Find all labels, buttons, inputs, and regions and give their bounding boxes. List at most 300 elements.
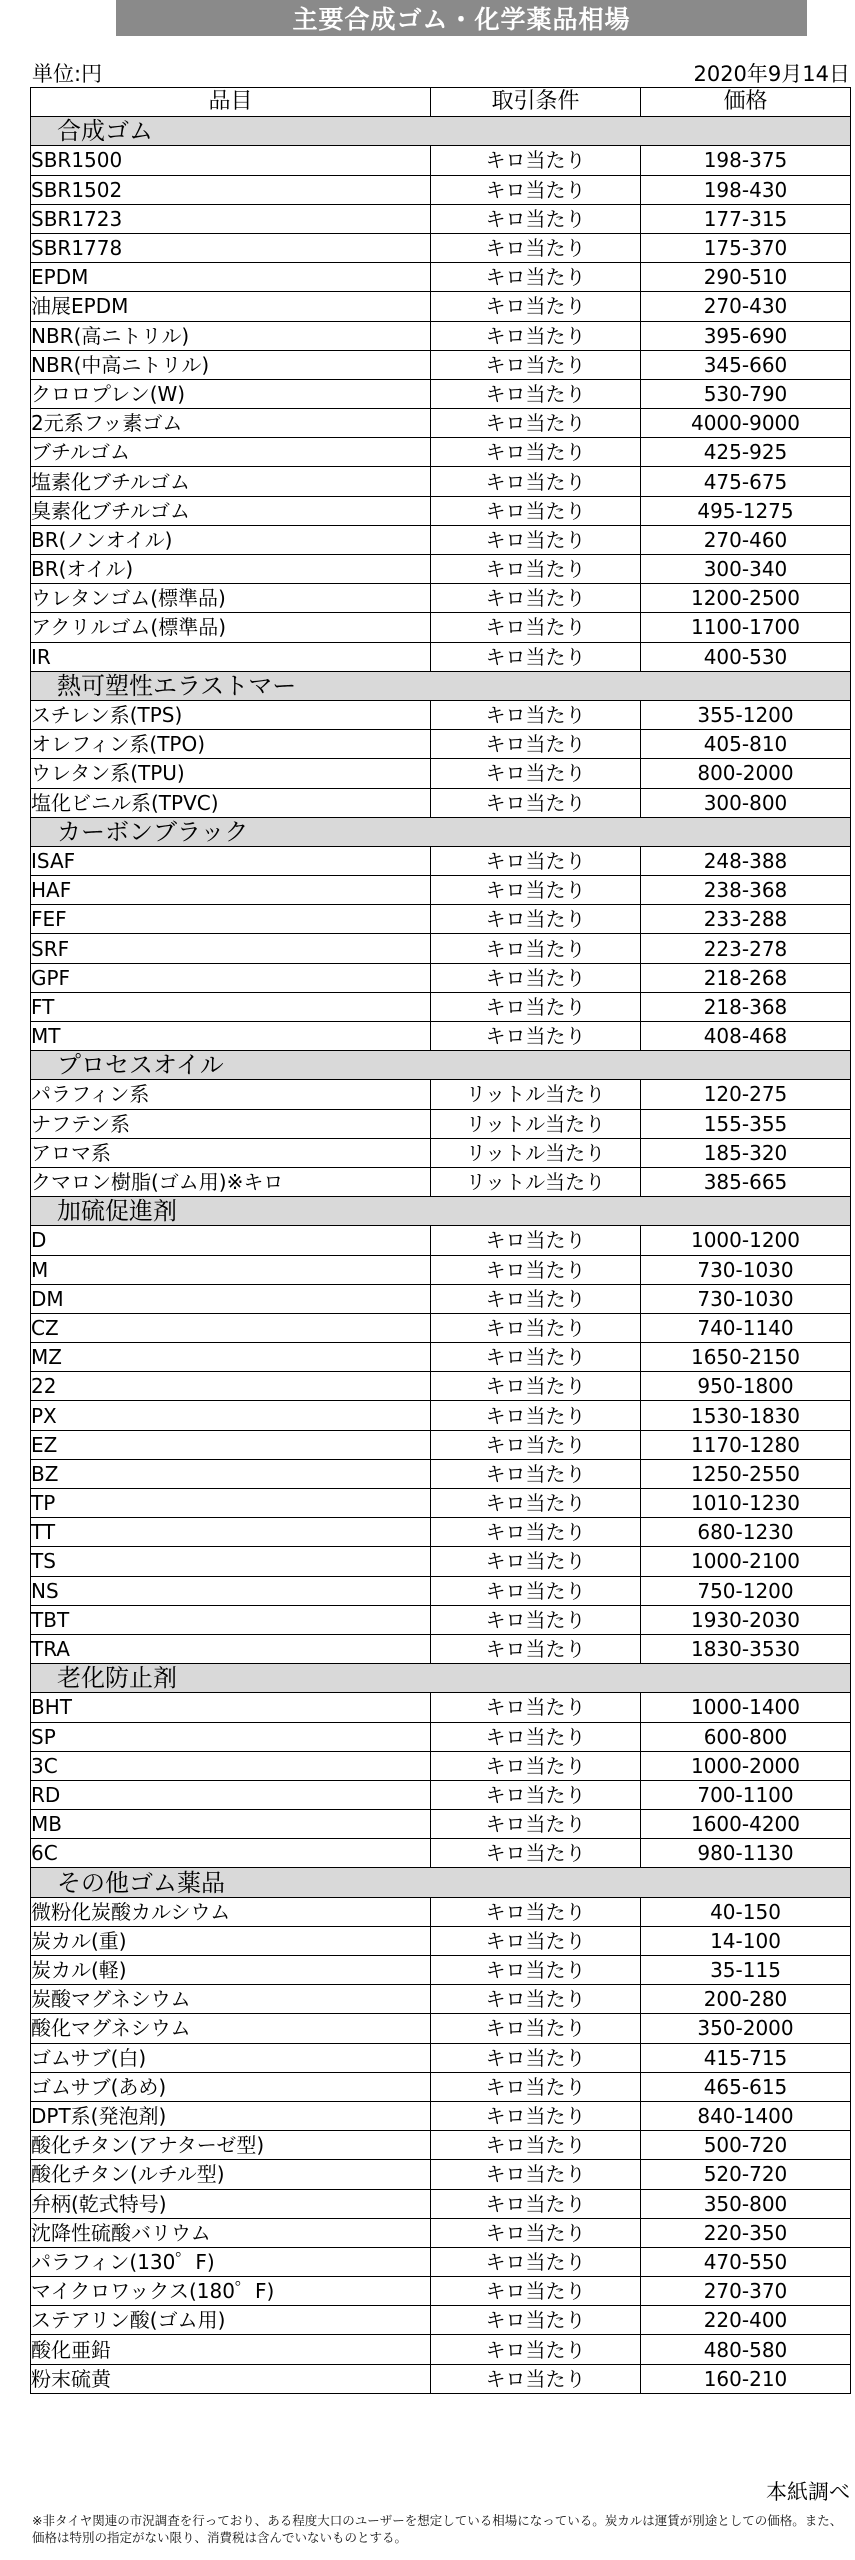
condition-cell: キロ当たり (431, 525, 641, 554)
item-cell: 酸化マグネシウム (31, 2014, 431, 2043)
condition-cell: キロ当たり (431, 730, 641, 759)
price-cell: 395-690 (641, 321, 851, 350)
condition-cell: リットル当たり (431, 1080, 641, 1109)
table-row (31, 1605, 851, 1634)
price-cell: 175-370 (641, 233, 851, 262)
price-cell: 233-288 (641, 905, 851, 934)
item-cell: SBR1502 (31, 175, 431, 204)
price-cell: 415-715 (641, 2043, 851, 2072)
item-cell: 沈降性硫酸バリウム (31, 2218, 431, 2247)
item-cell: M (31, 1255, 431, 1284)
condition-cell: キロ当たり (431, 292, 641, 321)
table-row (31, 1722, 851, 1751)
item-cell: ウレタンゴム(標準品) (31, 584, 431, 613)
condition-cell: キロ当たり (431, 2043, 641, 2072)
price-cell: 198-375 (641, 146, 851, 175)
table-row (31, 876, 851, 905)
condition-cell: キロ当たり (431, 1313, 641, 1342)
header-item: 品目 (31, 88, 431, 117)
price-cell: 300-800 (641, 788, 851, 817)
table-row (31, 146, 851, 175)
price-cell: 750-1200 (641, 1576, 851, 1605)
condition-cell: キロ当たり (431, 1926, 641, 1955)
table-row (31, 1284, 851, 1313)
item-cell: アクリルゴム(標準品) (31, 613, 431, 642)
item-cell: FEF (31, 905, 431, 934)
table-row (31, 555, 851, 584)
price-cell: 270-460 (641, 525, 851, 554)
table-row (31, 1839, 851, 1868)
price-cell: 465-615 (641, 2072, 851, 2101)
condition-cell: キロ当たり (431, 1022, 641, 1051)
price-cell: 730-1030 (641, 1284, 851, 1313)
section-header-row (31, 1051, 851, 1080)
item-cell: パラフィン(130゜F) (31, 2247, 431, 2276)
price-cell: 1010-1230 (641, 1489, 851, 1518)
condition-cell: キロ当たり (431, 2014, 641, 2043)
condition-cell: キロ当たり (431, 1839, 641, 1868)
price-cell: 980-1130 (641, 1839, 851, 1868)
price-cell: 350-800 (641, 2189, 851, 2218)
source-note: 本紙調べ (766, 2480, 850, 2504)
section-title: 熱可塑性エラストマー (31, 671, 851, 700)
table-row (31, 992, 851, 1021)
item-cell: 3C (31, 1751, 431, 1780)
table-row (31, 2189, 851, 2218)
item-cell: NS (31, 1576, 431, 1605)
condition-cell: キロ当たり (431, 1255, 641, 1284)
condition-cell: キロ当たり (431, 1547, 641, 1576)
price-cell: 1830-3530 (641, 1634, 851, 1663)
condition-cell: キロ当たり (431, 321, 641, 350)
table-row (31, 700, 851, 729)
item-cell: DPT系(発泡剤) (31, 2101, 431, 2130)
item-cell: SRF (31, 934, 431, 963)
table-row (31, 2306, 851, 2335)
section-header-row (31, 817, 851, 846)
item-cell: SBR1778 (31, 233, 431, 262)
item-cell: BHT (31, 1693, 431, 1722)
condition-cell: キロ当たり (431, 700, 641, 729)
condition-cell: キロ当たり (431, 1343, 641, 1372)
condition-cell: リットル当たり (431, 1109, 641, 1138)
table-row (31, 204, 851, 233)
condition-cell: キロ当たり (431, 846, 641, 875)
item-cell: アロマ系 (31, 1138, 431, 1167)
price-cell: 238-368 (641, 876, 851, 905)
table-row (31, 905, 851, 934)
table-row (31, 2101, 851, 2130)
condition-cell: キロ当たり (431, 1518, 641, 1547)
table-row (31, 2131, 851, 2160)
condition-cell: キロ当たり (431, 2335, 641, 2364)
item-cell: オレフィン系(TPO) (31, 730, 431, 759)
item-cell: D (31, 1226, 431, 1255)
condition-cell: キロ当たり (431, 2218, 641, 2247)
price-cell: 500-720 (641, 2131, 851, 2160)
price-cell: 425-925 (641, 438, 851, 467)
publication-date: 2020年9月14日 (693, 62, 850, 86)
table-row (31, 1897, 851, 1926)
item-cell: EZ (31, 1430, 431, 1459)
item-cell: 炭カル(重) (31, 1926, 431, 1955)
condition-cell: キロ当たり (431, 963, 641, 992)
item-cell: BZ (31, 1459, 431, 1488)
item-cell: ブチルゴム (31, 438, 431, 467)
table-row (31, 1167, 851, 1196)
table-row (31, 263, 851, 292)
item-cell: ウレタン系(TPU) (31, 759, 431, 788)
price-cell: 1200-2500 (641, 584, 851, 613)
item-cell: CZ (31, 1313, 431, 1342)
condition-cell: キロ当たり (431, 233, 641, 262)
price-cell: 350-2000 (641, 2014, 851, 2043)
condition-cell: キロ当たり (431, 2189, 641, 2218)
section-title: 加硫促進剤 (31, 1197, 851, 1226)
item-cell: SBR1723 (31, 204, 431, 233)
price-cell: 300-340 (641, 555, 851, 584)
table-row (31, 584, 851, 613)
table-row (31, 759, 851, 788)
condition-cell: キロ当たり (431, 1722, 641, 1751)
item-cell: FT (31, 992, 431, 1021)
condition-cell: キロ当たり (431, 496, 641, 525)
price-cell: 14-100 (641, 1926, 851, 1955)
condition-cell: リットル当たり (431, 1138, 641, 1167)
table-row (31, 1634, 851, 1663)
condition-cell: キロ当たり (431, 1226, 641, 1255)
price-cell: 1530-1830 (641, 1401, 851, 1430)
item-cell: 臭素化ブチルゴム (31, 496, 431, 525)
table-row (31, 1489, 851, 1518)
table-row (31, 2335, 851, 2364)
item-cell: ゴムサブ(あめ) (31, 2072, 431, 2101)
item-cell: 酸化亜鉛 (31, 2335, 431, 2364)
price-table (30, 87, 851, 2394)
item-cell: 炭酸マグネシウム (31, 1985, 431, 2014)
item-cell: PX (31, 1401, 431, 1430)
item-cell: BR(オイル) (31, 555, 431, 584)
item-cell: MB (31, 1810, 431, 1839)
price-cell: 4000-9000 (641, 409, 851, 438)
table-row (31, 350, 851, 379)
price-cell: 1000-1400 (641, 1693, 851, 1722)
price-cell: 270-370 (641, 2277, 851, 2306)
item-cell: 弁柄(乾式特号) (31, 2189, 431, 2218)
condition-cell: キロ当たり (431, 992, 641, 1021)
item-cell: 油展EPDM (31, 292, 431, 321)
price-cell: 730-1030 (641, 1255, 851, 1284)
unit-label: 単位:円 (32, 62, 103, 86)
price-cell: 1000-1200 (641, 1226, 851, 1255)
price-cell: 218-368 (641, 992, 851, 1021)
table-row (31, 963, 851, 992)
price-cell: 220-350 (641, 2218, 851, 2247)
condition-cell: キロ当たり (431, 1372, 641, 1401)
item-cell: BR(ノンオイル) (31, 525, 431, 554)
price-cell: 177-315 (641, 204, 851, 233)
section-title: 合成ゴム (31, 117, 851, 146)
price-cell: 40-150 (641, 1897, 851, 1926)
price-cell: 740-1140 (641, 1313, 851, 1342)
price-cell: 345-660 (641, 350, 851, 379)
table-row (31, 846, 851, 875)
table-row (31, 788, 851, 817)
item-cell: マイクロワックス(180゜F) (31, 2277, 431, 2306)
item-cell: TS (31, 1547, 431, 1576)
price-cell: 408-468 (641, 1022, 851, 1051)
item-cell: EPDM (31, 263, 431, 292)
price-cell: 400-530 (641, 642, 851, 671)
condition-cell: キロ当たり (431, 759, 641, 788)
price-cell: 1250-2550 (641, 1459, 851, 1488)
condition-cell: キロ当たり (431, 555, 641, 584)
table-row (31, 2218, 851, 2247)
item-cell: 炭カル(軽) (31, 1956, 431, 1985)
price-cell: 1100-1700 (641, 613, 851, 642)
condition-cell: キロ当たり (431, 788, 641, 817)
section-title: カーボンブラック (31, 817, 851, 846)
table-row (31, 1343, 851, 1372)
item-cell: 22 (31, 1372, 431, 1401)
condition-cell: キロ当たり (431, 1489, 641, 1518)
condition-cell: キロ当たり (431, 905, 641, 934)
item-cell: 粉末硫黄 (31, 2364, 431, 2393)
table-row (31, 175, 851, 204)
table-row (31, 934, 851, 963)
condition-cell: キロ当たり (431, 1605, 641, 1634)
table-row (31, 2043, 851, 2072)
price-cell: 520-720 (641, 2160, 851, 2189)
condition-cell: キロ当たり (431, 1897, 641, 1926)
item-cell: クマロン樹脂(ゴム用)※キロ (31, 1167, 431, 1196)
table-row (31, 233, 851, 262)
condition-cell: キロ当たり (431, 379, 641, 408)
condition-cell: キロ当たり (431, 613, 641, 642)
table-row (31, 2364, 851, 2393)
price-cell: 355-1200 (641, 700, 851, 729)
item-cell: HAF (31, 876, 431, 905)
condition-cell: キロ当たり (431, 876, 641, 905)
item-cell: 酸化チタン(アナターゼ型) (31, 2131, 431, 2160)
table-row (31, 730, 851, 759)
condition-cell: キロ当たり (431, 2131, 641, 2160)
condition-cell: キロ当たり (431, 2306, 641, 2335)
price-cell: 248-388 (641, 846, 851, 875)
item-cell: 6C (31, 1839, 431, 1868)
item-cell: DM (31, 1284, 431, 1313)
condition-cell: キロ当たり (431, 1985, 641, 2014)
table-row (31, 2072, 851, 2101)
price-cell: 385-665 (641, 1167, 851, 1196)
table-row (31, 613, 851, 642)
table-row (31, 1459, 851, 1488)
condition-cell: キロ当たり (431, 1956, 641, 1985)
price-cell: 220-400 (641, 2306, 851, 2335)
table-row (31, 1226, 851, 1255)
table-row (31, 1372, 851, 1401)
item-cell: スチレン系(TPS) (31, 700, 431, 729)
condition-cell: リットル当たり (431, 1167, 641, 1196)
condition-cell: キロ当たり (431, 467, 641, 496)
item-cell: GPF (31, 963, 431, 992)
condition-cell: キロ当たり (431, 1401, 641, 1430)
section-header-row (31, 117, 851, 146)
item-cell: SP (31, 1722, 431, 1751)
item-cell: NBR(高ニトリル) (31, 321, 431, 350)
condition-cell: キロ当たり (431, 934, 641, 963)
item-cell: TP (31, 1489, 431, 1518)
header-condition: 取引条件 (431, 88, 641, 117)
item-cell: TT (31, 1518, 431, 1547)
table-row (31, 1693, 851, 1722)
table-row (31, 438, 851, 467)
section-header-row (31, 1868, 851, 1897)
section-header-row (31, 1197, 851, 1226)
item-cell: 微粉化炭酸カルシウム (31, 1897, 431, 1926)
header-price: 価格 (641, 88, 851, 117)
price-cell: 270-430 (641, 292, 851, 321)
table-row (31, 1956, 851, 1985)
section-title: その他ゴム薬品 (31, 1868, 851, 1897)
price-cell: 120-275 (641, 1080, 851, 1109)
price-cell: 700-1100 (641, 1780, 851, 1809)
table-row (31, 292, 851, 321)
condition-cell: キロ当たり (431, 2247, 641, 2276)
item-cell: 塩素化ブチルゴム (31, 467, 431, 496)
item-cell: ゴムサブ(白) (31, 2043, 431, 2072)
item-cell: 酸化チタン(ルチル型) (31, 2160, 431, 2189)
price-cell: 475-675 (641, 467, 851, 496)
table-row (31, 2014, 851, 2043)
condition-cell: キロ当たり (431, 1693, 641, 1722)
condition-cell: キロ当たり (431, 642, 641, 671)
header-row (31, 88, 851, 117)
condition-cell: キロ当たり (431, 1751, 641, 1780)
table-row (31, 1313, 851, 1342)
condition-cell: キロ当たり (431, 438, 641, 467)
price-cell: 198-430 (641, 175, 851, 204)
item-cell: TBT (31, 1605, 431, 1634)
condition-cell: キロ当たり (431, 175, 641, 204)
table-row (31, 1109, 851, 1138)
item-cell: パラフィン系 (31, 1080, 431, 1109)
item-cell: TRA (31, 1634, 431, 1663)
condition-cell: キロ当たり (431, 2160, 641, 2189)
table-row (31, 1810, 851, 1839)
condition-cell: キロ当たり (431, 350, 641, 379)
price-cell: 200-280 (641, 1985, 851, 2014)
table-row (31, 321, 851, 350)
condition-cell: キロ当たり (431, 263, 641, 292)
footnote: ※非タイヤ関連の市況調査を行っており、ある程度大口のユーザーを想定している相場になっている。炭カルは運賃が別途としての価格。また、価格は特別の指定がない限り、消費税は含んでいないものとする。 (32, 2513, 843, 2545)
price-cell: 160-210 (641, 2364, 851, 2393)
condition-cell: キロ当たり (431, 2364, 641, 2393)
section-header-row (31, 671, 851, 700)
condition-cell: キロ当たり (431, 1810, 641, 1839)
price-cell: 155-355 (641, 1109, 851, 1138)
price-cell: 1650-2150 (641, 1343, 851, 1372)
table-row (31, 1138, 851, 1167)
item-cell: 塩化ビニル系(TPVC) (31, 788, 431, 817)
section-title: 老化防止剤 (31, 1664, 851, 1693)
price-cell: 35-115 (641, 1956, 851, 1985)
item-cell: MZ (31, 1343, 431, 1372)
condition-cell: キロ当たり (431, 1780, 641, 1809)
table-row (31, 1985, 851, 2014)
item-cell: IR (31, 642, 431, 671)
page-title: 主要合成ゴム・化学薬品相場 (116, 0, 807, 36)
item-cell: RD (31, 1780, 431, 1809)
condition-cell: キロ当たり (431, 1576, 641, 1605)
table-row (31, 467, 851, 496)
table-row (31, 1401, 851, 1430)
price-cell: 680-1230 (641, 1518, 851, 1547)
price-cell: 290-510 (641, 263, 851, 292)
table-row (31, 1518, 851, 1547)
table-row (31, 642, 851, 671)
price-cell: 530-790 (641, 379, 851, 408)
item-cell: 2元系フッ素ゴム (31, 409, 431, 438)
item-cell: MT (31, 1022, 431, 1051)
section-title: プロセスオイル (31, 1051, 851, 1080)
table-row (31, 1430, 851, 1459)
item-cell: ISAF (31, 846, 431, 875)
table-row (31, 2160, 851, 2189)
table-row (31, 1751, 851, 1780)
table-row (31, 2277, 851, 2306)
condition-cell: キロ当たり (431, 1634, 641, 1663)
price-cell: 495-1275 (641, 496, 851, 525)
condition-cell: キロ当たり (431, 1430, 641, 1459)
condition-cell: キロ当たり (431, 146, 641, 175)
condition-cell: キロ当たり (431, 1459, 641, 1488)
item-cell: ステアリン酸(ゴム用) (31, 2306, 431, 2335)
table-row (31, 1576, 851, 1605)
condition-cell: キロ当たり (431, 584, 641, 613)
price-cell: 405-810 (641, 730, 851, 759)
table-row (31, 525, 851, 554)
condition-cell: キロ当たり (431, 2072, 641, 2101)
table-row (31, 379, 851, 408)
price-cell: 600-800 (641, 1722, 851, 1751)
item-cell: ナフテン系 (31, 1109, 431, 1138)
price-cell: 1930-2030 (641, 1605, 851, 1634)
condition-cell: キロ当たり (431, 2101, 641, 2130)
price-cell: 1000-2100 (641, 1547, 851, 1576)
price-cell: 1600-4200 (641, 1810, 851, 1839)
price-cell: 185-320 (641, 1138, 851, 1167)
table-row (31, 1547, 851, 1576)
price-cell: 1170-1280 (641, 1430, 851, 1459)
item-cell: クロロプレン(W) (31, 379, 431, 408)
item-cell: NBR(中高ニトリル) (31, 350, 431, 379)
price-cell: 223-278 (641, 934, 851, 963)
price-cell: 800-2000 (641, 759, 851, 788)
price-cell: 840-1400 (641, 2101, 851, 2130)
table-row (31, 1080, 851, 1109)
condition-cell: キロ当たり (431, 2277, 641, 2306)
table-row (31, 1022, 851, 1051)
price-cell: 218-268 (641, 963, 851, 992)
condition-cell: キロ当たり (431, 204, 641, 233)
table-row (31, 2247, 851, 2276)
condition-cell: キロ当たり (431, 409, 641, 438)
section-header-row (31, 1664, 851, 1693)
price-cell: 470-550 (641, 2247, 851, 2276)
price-cell: 1000-2000 (641, 1751, 851, 1780)
price-cell: 480-580 (641, 2335, 851, 2364)
